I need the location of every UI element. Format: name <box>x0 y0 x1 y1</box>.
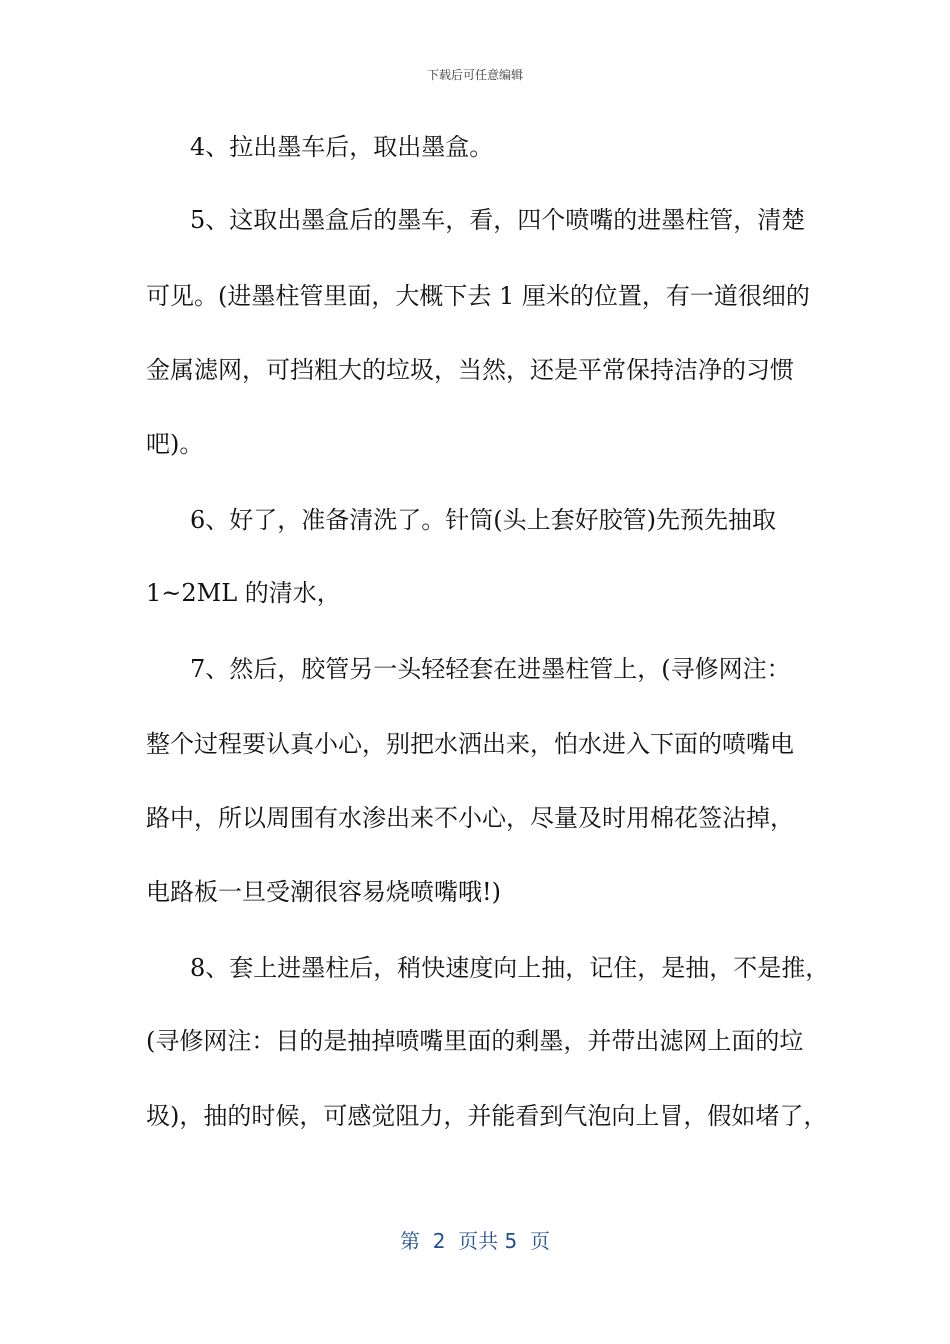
paragraph-line: 8、套上进墨柱后，稍快速度向上抽，记住，是抽，不是推， <box>190 954 830 982</box>
page-header: 下载后可任意编辑 <box>426 68 523 82</box>
paragraph-line: 7、然后，胶管另一头轻轻套在进墨柱管上，(寻修网注： <box>190 655 791 683</box>
paragraph-line: 圾)，抽的时候，可感觉阻力，并能看到气泡向上冒，假如堵了， <box>146 1102 828 1130</box>
paragraph-line: 吧)。 <box>146 430 204 458</box>
paragraph-line: 金属滤网，可挡粗大的垃圾，当然，还是平常保持洁净的习惯 <box>146 356 794 384</box>
paragraph-line: 路中，所以周围有水渗出来不小心，尽量及时用棉花签沾掉， <box>146 804 794 832</box>
paragraph-line: 电路板一旦受潮很容易烧喷嘴哦!) <box>146 878 502 906</box>
paragraph-line: 6、好了，准备清洗了。针筒(头上套好胶管)先预先抽取 <box>190 506 776 534</box>
paragraph-line: 整个过程要认真小心，别把水洒出来，怕水进入下面的喷嘴电 <box>146 730 794 758</box>
page-number-footer: 第 2 页共 5 页 <box>400 1229 550 1253</box>
paragraph-line: 可见。(进墨柱管里面，大概下去 1 厘米的位置，有一道很细的 <box>146 282 810 310</box>
paragraph-line: 1~2ML 的清水， <box>146 579 341 607</box>
paragraph-line: (寻修网注：目的是抽掉喷嘴里面的剩墨，并带出滤网上面的垃 <box>146 1027 804 1055</box>
paragraph-line: 5、这取出墨盒后的墨车，看，四个喷嘴的进墨柱管，清楚 <box>190 206 806 234</box>
paragraph-line: 4、拉出墨车后，取出墨盒。 <box>190 133 494 161</box>
